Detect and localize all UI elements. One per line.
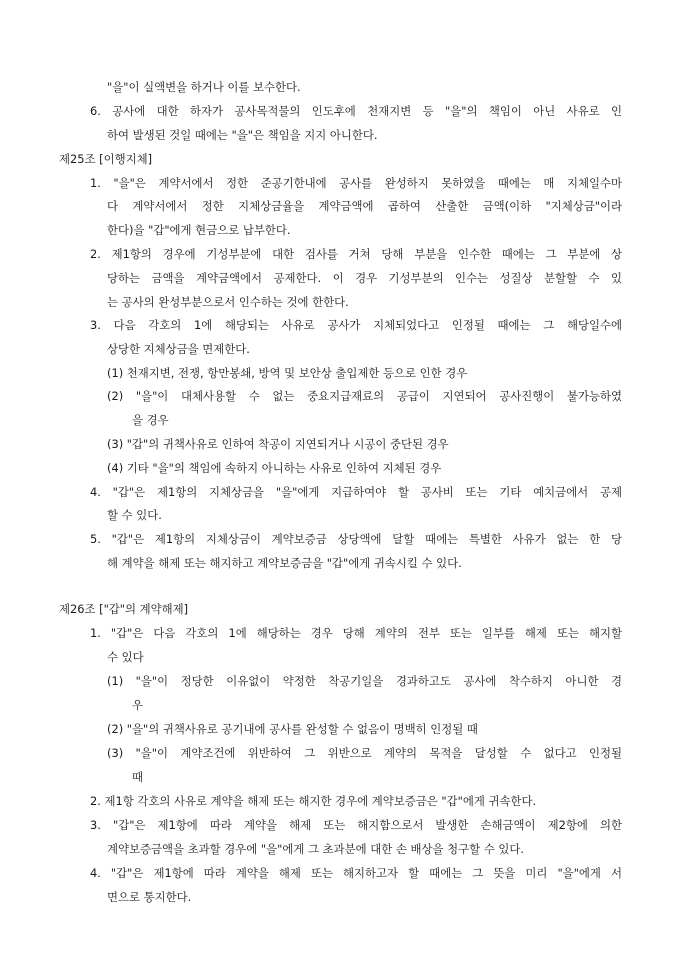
text-line: (4) 기타 "을"의 책임에 속하지 아니하는 사유로 인하여 지체된 경우 — [107, 461, 442, 475]
text-line: (2) "을"의 귀책사유로 공기내에 공사를 완성할 수 없음이 명백히 인정될 때 — [107, 722, 478, 736]
text-line: 계약보증금액을 초과할 경우에 "을"에게 그 초과분에 대한 손 배상을 청구할 수 있다. — [107, 842, 525, 856]
text-line: (3) "을"이 계약조건에 위반하여 그 위반으로 계약의 목적을 달성할 수 없다고 인정될 — [107, 746, 622, 760]
text-line: 할 수 있다. — [107, 508, 162, 522]
text-line: 3. 다음 각호의 1에 해당되는 사유로 공사가 지체되었다고 인정될 때에는 그 해당일수에 — [90, 318, 622, 332]
text-line: 상당한 지체상금을 면제한다. — [107, 342, 250, 356]
text-line: 6. 공사에 대한 하자가 공사목적물의 인도후에 천재지변 등 "을"의 책임이 아닌 사유로 인 — [90, 104, 622, 118]
text-line: (3) "갑"의 귀책사유로 인하여 착공이 지연되거나 시공이 중단된 경우 — [107, 437, 449, 451]
text-line: 때 — [132, 770, 144, 784]
text-line: 4. "갑"은 제1항의 지체상금을 "을"에게 지급하여야 할 공사비 또는 기타 예치금에서 공제 — [90, 485, 622, 499]
text-line: 당하는 금액을 계약금액에서 공제한다. 이 경우 기성부분의 인수는 성질상 분할할 수 있 — [107, 271, 622, 285]
text-line: "을"이 실액변을 하거나 이를 보수한다. — [107, 80, 301, 94]
text-line: 는 공사의 완성부분으로서 인수하는 것에 한한다. — [107, 295, 349, 309]
text-line: 한다)을 "갑"에게 현금으로 납부한다. — [107, 223, 291, 237]
text-line: 5. "갑"은 제1항의 지체상금이 계약보증금 상당액에 달할 때에는 특별한 사유가 없는 한 당 — [90, 532, 622, 546]
text-line: (1) 천재지변, 전쟁, 항만봉쇄, 방역 및 보안상 출입제한 등으로 인한 경우 — [107, 366, 468, 380]
text-line: 2. 제1항 각호의 사유로 계약을 해제 또는 해지한 경우에 계약보증금은 "갑"에게 귀속한다. — [90, 794, 537, 808]
text-line: 4. "갑"은 제1항에 따라 계약을 해제 또는 해지하고자 할 때에는 그 뜻을 미리 "을"에게 서 — [90, 866, 622, 880]
article-heading: 제26조 ["갑"의 계약해제] — [59, 602, 189, 616]
text-line: 2. 제1항의 경우에 기성부분에 대한 검사를 거쳐 당해 부분을 인수한 때에는 그 부분에 상 — [90, 247, 622, 261]
text-line: 1. "을"은 계약서에서 정한 준공기한내에 공사를 완성하지 못하였을 때에는 매 지체일수마 — [90, 176, 622, 190]
text-line: 다 계약서에서 정한 지체상금율을 계약금액에 곱하여 산출한 금액(이하 "지체상금"이라 — [107, 199, 622, 213]
text-line: 해 계약을 해제 또는 해지하고 계약보증금을 "갑"에게 귀속시킬 수 있다. — [107, 556, 462, 570]
text-line: 3. "갑"은 제1항에 따라 계약을 해제 또는 해지함으로서 발생한 손해금액이 제2항에 의한 — [90, 818, 622, 832]
text-line: 우 — [132, 698, 144, 712]
text-line: 면으로 통지한다. — [107, 890, 192, 904]
article-heading: 제25조 [이행지체] — [59, 152, 153, 166]
text-line: 하여 발생된 것일 때에는 "을"은 책임을 지지 아니한다. — [107, 128, 378, 142]
text-line: 1. "갑"은 다음 각호의 1에 해당하는 경우 당해 계약의 전부 또는 일부를 해제 또는 해지할 — [90, 626, 622, 640]
text-line: 을 경우 — [132, 413, 169, 427]
text-line: (1) "을"이 정당한 이유없이 약정한 착공기일을 경과하고도 공사에 착수하지 아니한 경 — [107, 674, 622, 688]
text-line: (2) "을"이 대체사용할 수 없는 중요지급재료의 공급이 지연되어 공사진행이 불가능하였 — [107, 389, 622, 403]
text-line: 수 있다 — [107, 650, 144, 664]
